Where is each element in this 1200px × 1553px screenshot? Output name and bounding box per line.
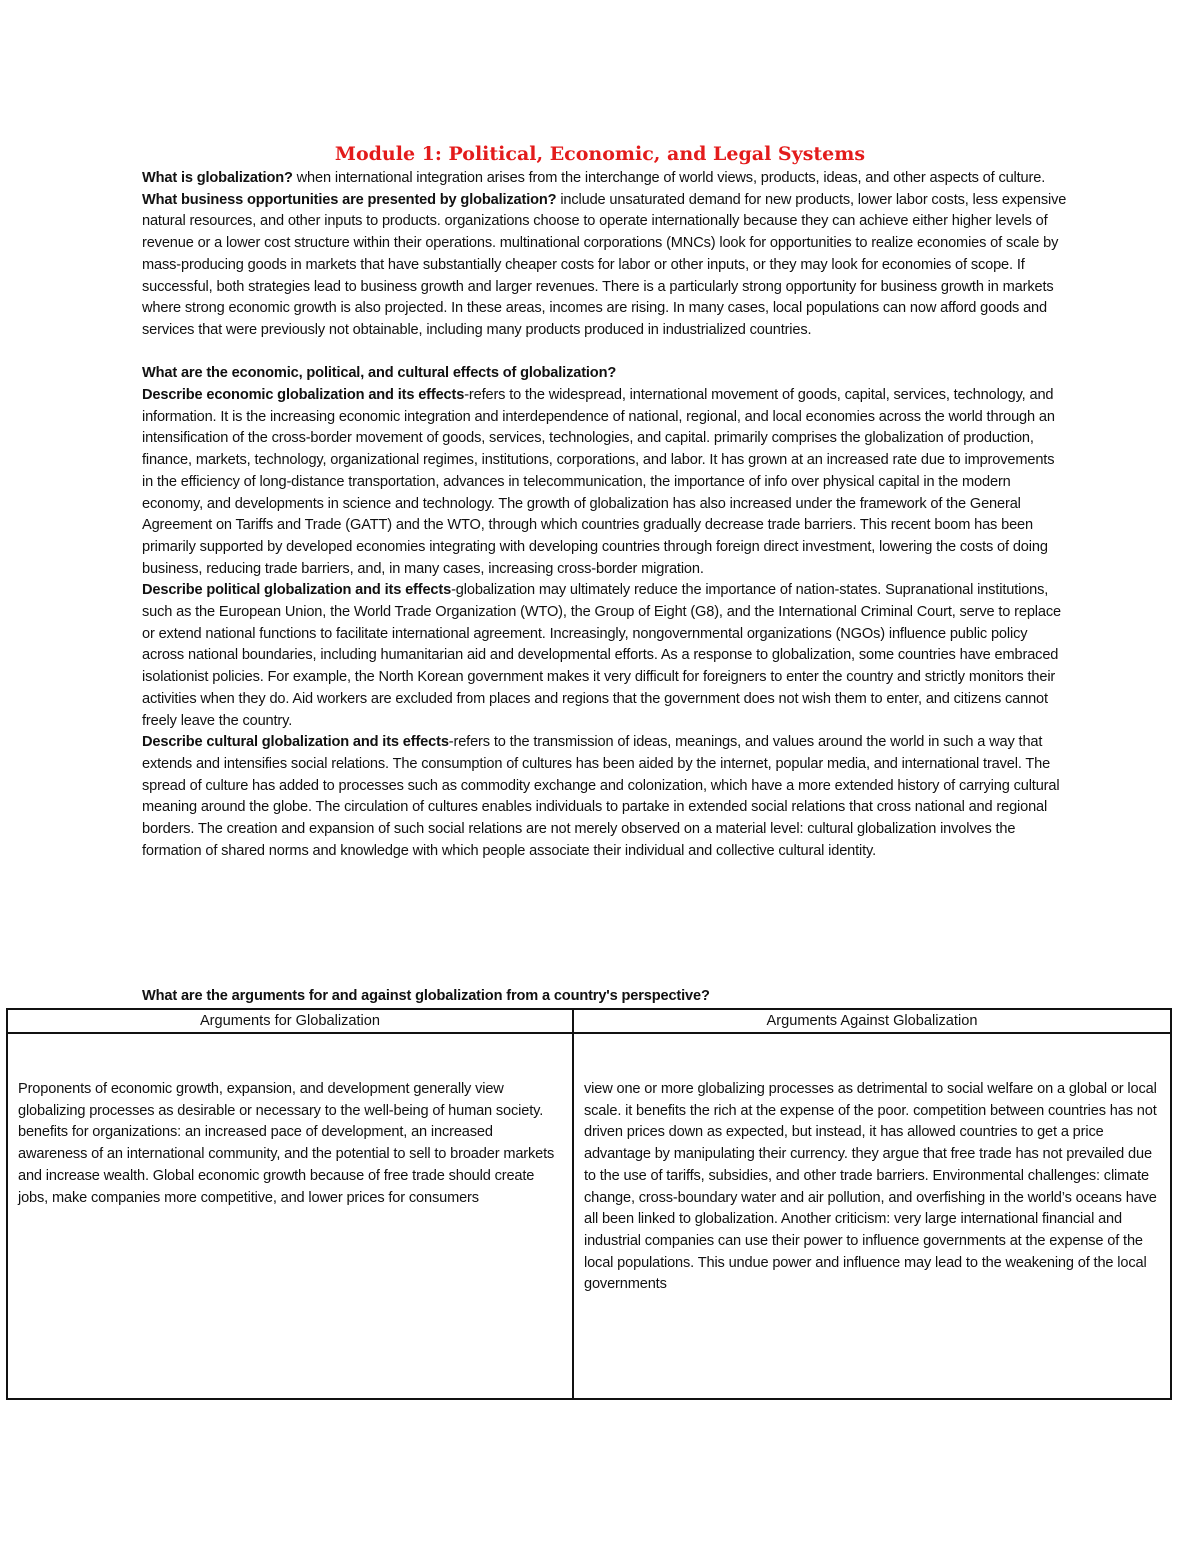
cell-for: Proponents of economic growth, expansion, and development generally view globalizing processes as desirable or necessary to the well-being of human society. benefits for organizations: an increased pace of development, an increased awareness of an international community, and the potential to sell to broader markets and increase wealth. Global economic growth because of free trade should create jobs, make companies more competitive, and lower prices for consumers: [7, 1033, 573, 1399]
economic-label: Describe economic globalization and its effects: [142, 387, 465, 404]
political-label: Describe political globalization and its effects: [142, 582, 452, 599]
table-row: [7, 1033, 1171, 1399]
q3-question: What are the economic, political, and cultural effects of globalization?: [142, 365, 617, 382]
cultural-label: Describe cultural globalization and its effects: [142, 734, 449, 751]
political-text: -globalization may ultimately reduce the importance of nation-states. Supranational institutions, such as the European Union, the World Trade Organization (WTO), the Group of Eight (G8), and the International Criminal Court, serve to replace or extend national functions to facilitate international agreement. Increasingly, nongovernmental organizations (NGOs) influence public policy across national boundaries, including humanitarian aid and developmental efforts. As a response to globalization, some countries have embraced isolationist policies. For example, the North Korean government makes it very difficult for foreigners to enter the country and strictly monitors their activities when they do. Aid workers are excluded from places and regions that the government does not wish them to enter, and citizens cannot freely leave the country.: [142, 582, 1061, 729]
q1-paragraph: [142, 168, 1067, 190]
q2-question: What business opportunities are presented by globalization?: [142, 191, 557, 208]
q2-paragraph: [142, 190, 1067, 342]
header-against: Arguments Against Globalization: [573, 1009, 1171, 1033]
paragraph-gap: [142, 342, 1067, 364]
economic-text: -refers to the widespread, international movement of goods, capital, services, technology, and information. It is the increasing economic integration and interdependence of national, regional, and local economies across the world through an intensification of the cross-border movement of goods, services, technologies, and capital. primarily comprises the globalization of production, finance, markets, technology, organizational regimes, institutions, corporations, and labor. It has grown at an increased rate due to improvements in the efficiency of long-distance transportation, advances in telecommunication, the importance of info over physical capital in the modern economy, and developments in science and technology. The growth of globalization has also increased under the framework of the General Agreement on Tariffs and Trade (GATT) and the WTO, through which countries gradually decrease trade barriers. This recent boom has been primarily supported by developed economies integrating with developing countries through foreign direct investment, lowering the costs of doing business, reducing trade barriers, and, in many cases, increasing cross-border migration.: [142, 387, 1055, 577]
document-title: Module 1: Political, Economic, and Legal Systems: [334, 143, 866, 165]
header-for: Arguments for Globalization: [7, 1009, 573, 1033]
cultural-paragraph: [142, 732, 1067, 862]
table-header-row: [7, 1009, 1171, 1033]
document-body: [142, 168, 1067, 862]
arguments-table: [6, 1008, 1172, 1400]
q2-answer: include unsaturated demand for new products, lower labor costs, less expensive natural resources, and other inputs to products. organizations choose to operate internationally because they can achieve either higher levels of revenue or a lower cost structure within their operations. multinational corporations (MNCs) look for opportunities to realize economies of scale by mass-producing goods in markets that have substantially cheaper costs for labor or other inputs, or they may look for economies of scope. If successful, both strategies lead to business growth and larger revenues. There is a particularly strong opportunity for business growth in markets where strong economic growth is also projected. In these areas, incomes are rising. In many cases, local populations can now afford goods and services that were previously not obtainable, including many products produced in industrialized countries.: [142, 191, 1067, 338]
q3-paragraph: [142, 363, 1067, 385]
cultural-text: -refers to the transmission of ideas, meanings, and values around the world in such a way that extends and intensifies social relations. The consumption of cultures has been aided by the internet, popular media, and international travel. The spread of culture has added to processes such as commodity exchange and colonization, which have a more extended history of carrying cultural meaning around the globe. The circulation of cultures enables individuals to partake in extended social relations that cross national and regional borders. The creation and expansion of such social relations are not merely observed on a material level: cultural globalization involves the formation of shared norms and knowledge with which people associate their individual and collective cultural identity.: [142, 734, 1060, 859]
q1-answer: when international integration arises from the interchange of world views, products, ideas, and other aspects of culture.: [292, 170, 1046, 186]
q4-question: What are the arguments for and against globalization from a country's perspective?: [142, 988, 710, 1004]
economic-paragraph: [142, 385, 1067, 580]
q1-question: What is globalization?: [142, 170, 293, 186]
political-paragraph: [142, 580, 1067, 732]
cell-against: view one or more globalizing processes as detrimental to social welfare on a global or local scale. it benefits the rich at the expense of the poor. competition between countries has not driven prices down as expected, but instead, it has allowed countries to get a price advantage by manipulating their currency. they argue that free trade has not prevailed due to the use of tariffs, subsidies, and other trade barriers. Environmental challenges: climate change, cross-boundary water and air pollution, and overfishing in the world’s oceans have all been linked to globalization. Another criticism: very large international financial and industrial companies can use their power to influence governments at the expense of the local populations. This undue power and influence may lead to the weakening of the local governments: [573, 1033, 1171, 1399]
